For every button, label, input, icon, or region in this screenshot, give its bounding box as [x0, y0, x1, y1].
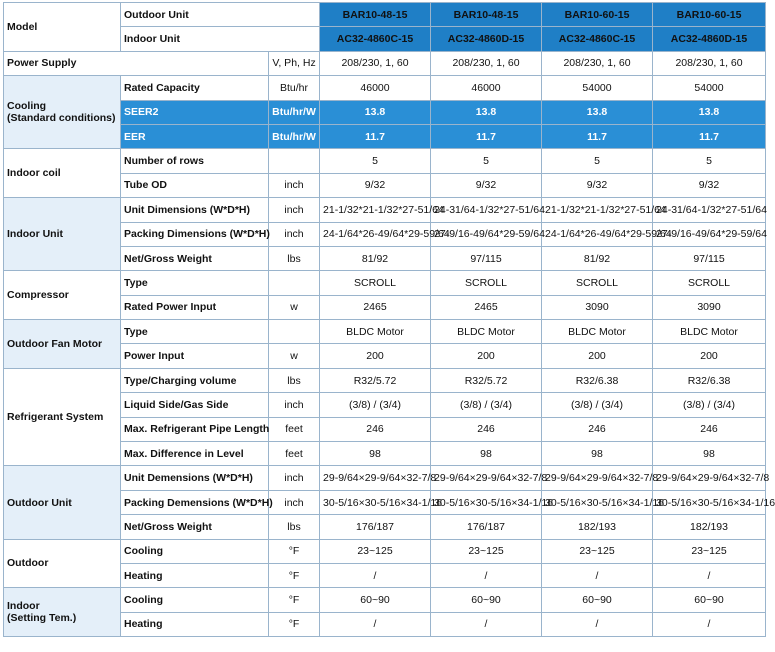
value-cell: 29-9/64×29-9/64×32-7/8	[653, 466, 766, 490]
unit-label	[269, 271, 320, 295]
unit-label: °F	[269, 612, 320, 636]
outdoor-model: BAR10-48-15	[320, 3, 431, 27]
category-label-line: Indoor Unit	[7, 228, 63, 241]
attribute-label: Unit Demensions (W*D*H)	[121, 466, 269, 490]
attribute-label: Max. Refrigerant Pipe Length	[121, 417, 269, 441]
value-cell: 9/32	[653, 173, 766, 197]
value-cell: 246	[431, 417, 542, 441]
category-label-line: Outdoor Fan Motor	[7, 337, 103, 350]
model-label: Model	[4, 3, 121, 52]
spec-row	[4, 368, 766, 392]
value-cell: 81/92	[542, 246, 653, 270]
value-cell: 29-9/64×29-9/64×32-7/8	[320, 466, 431, 490]
power-supply-value: 208/230, 1, 60	[542, 51, 653, 75]
attribute-label: Unit Dimensions (W*D*H)	[121, 198, 269, 222]
attribute-label: Type	[121, 271, 269, 295]
value-cell: /	[320, 563, 431, 587]
value-cell: BLDC Motor	[431, 320, 542, 344]
value-cell: 97/115	[431, 246, 542, 270]
attribute-label: Tube OD	[121, 173, 269, 197]
value-cell: 60~90	[653, 588, 766, 612]
spec-row	[4, 198, 766, 222]
value-cell: R32/5.72	[320, 368, 431, 392]
category-label	[4, 198, 121, 271]
value-cell: 200	[320, 344, 431, 368]
value-cell: 2465	[320, 295, 431, 319]
value-cell: 54000	[653, 76, 766, 100]
value-cell: BLDC Motor	[320, 320, 431, 344]
spec-table	[3, 2, 775, 637]
spec-row	[4, 76, 766, 100]
category-label	[4, 320, 121, 369]
attribute-label: Type/Charging volume	[121, 368, 269, 392]
value-cell: BLDC Motor	[653, 320, 766, 344]
value-cell: SCROLL	[431, 271, 542, 295]
category-label	[4, 539, 121, 588]
unit-label: inch	[269, 173, 320, 197]
value-cell: 11.7	[431, 124, 542, 148]
category-label-line: Indoor coil	[7, 167, 61, 180]
value-cell: 11.7	[542, 124, 653, 148]
value-cell: 29-9/64×29-9/64×32-7/8	[542, 466, 653, 490]
spec-row	[4, 149, 766, 173]
unit-label: Btu/hr/W	[269, 100, 320, 124]
value-cell: 9/32	[542, 173, 653, 197]
value-cell: 98	[320, 442, 431, 466]
value-cell: 23~125	[542, 539, 653, 563]
value-cell: 13.8	[431, 100, 542, 124]
spec-row	[4, 539, 766, 563]
value-cell: R32/6.38	[542, 368, 653, 392]
unit-label: °F	[269, 539, 320, 563]
value-cell: 30-5/16×30-5/16×34-1/16	[320, 490, 431, 514]
value-cell: 13.8	[653, 100, 766, 124]
value-cell: 13.8	[320, 100, 431, 124]
value-cell: 5	[653, 149, 766, 173]
unit-label: °F	[269, 563, 320, 587]
value-cell: 98	[653, 442, 766, 466]
category-label-line: (Standard conditions)	[7, 112, 116, 125]
value-cell: 24-31/64-1/32*27-51/64	[653, 198, 766, 222]
power-supply-row	[4, 51, 766, 75]
value-cell: 30-5/16×30-5/16×34-1/16	[653, 490, 766, 514]
attribute-label: Heating	[121, 563, 269, 587]
unit-label: Btu/hr	[269, 76, 320, 100]
value-cell: 46000	[320, 76, 431, 100]
power-supply-unit: V, Ph, Hz	[269, 51, 320, 75]
value-cell: 5	[542, 149, 653, 173]
value-cell: 200	[653, 344, 766, 368]
value-cell: SCROLL	[320, 271, 431, 295]
value-cell: 27-9/16-49/64*29-59/64	[653, 222, 766, 246]
value-cell: /	[653, 563, 766, 587]
spec-row	[4, 271, 766, 295]
unit-label: inch	[269, 393, 320, 417]
category-label-line: (Setting Tem.)	[7, 612, 77, 625]
value-cell: 246	[320, 417, 431, 441]
value-cell: 200	[431, 344, 542, 368]
power-supply-label: Power Supply	[4, 51, 269, 75]
outdoor-model: BAR10-60-15	[653, 3, 766, 27]
value-cell: 246	[542, 417, 653, 441]
attribute-label: SEER2	[121, 100, 269, 124]
indoor-model: AC32-4860C-15	[542, 27, 653, 51]
value-cell: 23~125	[320, 539, 431, 563]
attribute-label: Net/Gross Weight	[121, 246, 269, 270]
outdoor-model: BAR10-60-15	[542, 3, 653, 27]
value-cell: 200	[542, 344, 653, 368]
value-cell: 24-1/64*26-49/64*29-59/64	[320, 222, 431, 246]
value-cell: R32/6.38	[653, 368, 766, 392]
value-cell: 3090	[542, 295, 653, 319]
value-cell: 23~125	[431, 539, 542, 563]
power-supply-value: 208/230, 1, 60	[653, 51, 766, 75]
value-cell: (3/8) / (3/4)	[320, 393, 431, 417]
unit-label: inch	[269, 198, 320, 222]
value-cell: 21-1/32*21-1/32*27-51/64	[320, 198, 431, 222]
attribute-label: Rated Power Input	[121, 295, 269, 319]
category-label-line: Compressor	[7, 289, 69, 302]
value-cell: 60~90	[542, 588, 653, 612]
value-cell: 97/115	[653, 246, 766, 270]
attribute-label: Packing Dimensions (W*D*H)	[121, 222, 269, 246]
unit-label: feet	[269, 417, 320, 441]
spec-row	[4, 588, 766, 612]
value-cell: R32/5.72	[431, 368, 542, 392]
unit-label: w	[269, 344, 320, 368]
value-cell: 246	[653, 417, 766, 441]
value-cell: 5	[431, 149, 542, 173]
unit-label: w	[269, 295, 320, 319]
outdoor-unit-label: Outdoor Unit	[121, 3, 320, 27]
category-label-line: Refrigerant System	[7, 411, 104, 424]
value-cell: 176/187	[320, 515, 431, 539]
value-cell: /	[431, 612, 542, 636]
value-cell: 27-9/16-49/64*29-59/64	[431, 222, 542, 246]
category-label	[4, 271, 121, 320]
value-cell: 21-1/32*21-1/32*27-51/64	[542, 198, 653, 222]
category-label-line: Outdoor Unit	[7, 496, 72, 509]
value-cell: 24-1/64*26-49/64*29-59/64	[542, 222, 653, 246]
spec-row	[4, 320, 766, 344]
unit-label: lbs	[269, 368, 320, 392]
unit-label: inch	[269, 490, 320, 514]
attribute-label: Rated Capacity	[121, 76, 269, 100]
unit-label: lbs	[269, 515, 320, 539]
attribute-label: Net/Gross Weight	[121, 515, 269, 539]
value-cell: 2465	[431, 295, 542, 319]
value-cell: 54000	[542, 76, 653, 100]
unit-label	[269, 320, 320, 344]
value-cell: 182/193	[653, 515, 766, 539]
unit-label: lbs	[269, 246, 320, 270]
value-cell: 24-31/64-1/32*27-51/64	[431, 198, 542, 222]
value-cell: 98	[431, 442, 542, 466]
unit-label	[269, 149, 320, 173]
value-cell: 29-9/64×29-9/64×32-7/8	[431, 466, 542, 490]
value-cell: (3/8) / (3/4)	[431, 393, 542, 417]
indoor-model: AC32-4860D-15	[653, 27, 766, 51]
attribute-label: Liquid Side/Gas Side	[121, 393, 269, 417]
attribute-label: Heating	[121, 612, 269, 636]
value-cell: /	[320, 612, 431, 636]
attribute-label: Cooling	[121, 588, 269, 612]
value-cell: 11.7	[653, 124, 766, 148]
value-cell: 30-5/16×30-5/16×34-1/16	[542, 490, 653, 514]
value-cell: (3/8) / (3/4)	[653, 393, 766, 417]
category-label	[4, 368, 121, 466]
header-row-outdoor	[4, 3, 766, 27]
value-cell: 176/187	[431, 515, 542, 539]
value-cell: 3090	[653, 295, 766, 319]
indoor-unit-label: Indoor Unit	[121, 27, 320, 51]
value-cell: 13.8	[542, 100, 653, 124]
power-supply-value: 208/230, 1, 60	[431, 51, 542, 75]
attribute-label: Type	[121, 320, 269, 344]
indoor-model: AC32-4860C-15	[320, 27, 431, 51]
value-cell: 30-5/16×30-5/16×34-1/16	[431, 490, 542, 514]
power-supply-value: 208/230, 1, 60	[320, 51, 431, 75]
attribute-label: Max. Difference in Level	[121, 442, 269, 466]
unit-label: feet	[269, 442, 320, 466]
category-label	[4, 466, 121, 539]
value-cell: 60~90	[320, 588, 431, 612]
outdoor-model: BAR10-48-15	[431, 3, 542, 27]
value-cell: /	[542, 612, 653, 636]
value-cell: 98	[542, 442, 653, 466]
value-cell: (3/8) / (3/4)	[542, 393, 653, 417]
value-cell: /	[653, 612, 766, 636]
category-label-line: Outdoor	[7, 557, 49, 570]
value-cell: 60~90	[431, 588, 542, 612]
attribute-label: EER	[121, 124, 269, 148]
attribute-label: Number of rows	[121, 149, 269, 173]
category-label	[4, 149, 121, 198]
unit-label: Btu/hr/W	[269, 124, 320, 148]
spec-row	[4, 466, 766, 490]
value-cell: 5	[320, 149, 431, 173]
unit-label: inch	[269, 466, 320, 490]
category-label	[4, 588, 121, 637]
value-cell: /	[431, 563, 542, 587]
category-label-line: Indoor	[7, 600, 40, 613]
value-cell: 23~125	[653, 539, 766, 563]
value-cell: 9/32	[431, 173, 542, 197]
value-cell: 46000	[431, 76, 542, 100]
indoor-model: AC32-4860D-15	[431, 27, 542, 51]
category-label	[4, 76, 121, 149]
value-cell: BLDC Motor	[542, 320, 653, 344]
attribute-label: Power Input	[121, 344, 269, 368]
value-cell: /	[542, 563, 653, 587]
unit-label: °F	[269, 588, 320, 612]
value-cell: 81/92	[320, 246, 431, 270]
attribute-label: Packing Demensions (W*D*H)	[121, 490, 269, 514]
category-label-line: Cooling	[7, 100, 47, 113]
attribute-label: Cooling	[121, 539, 269, 563]
value-cell: 182/193	[542, 515, 653, 539]
value-cell: 11.7	[320, 124, 431, 148]
value-cell: SCROLL	[653, 271, 766, 295]
unit-label: inch	[269, 222, 320, 246]
value-cell: 9/32	[320, 173, 431, 197]
value-cell: SCROLL	[542, 271, 653, 295]
